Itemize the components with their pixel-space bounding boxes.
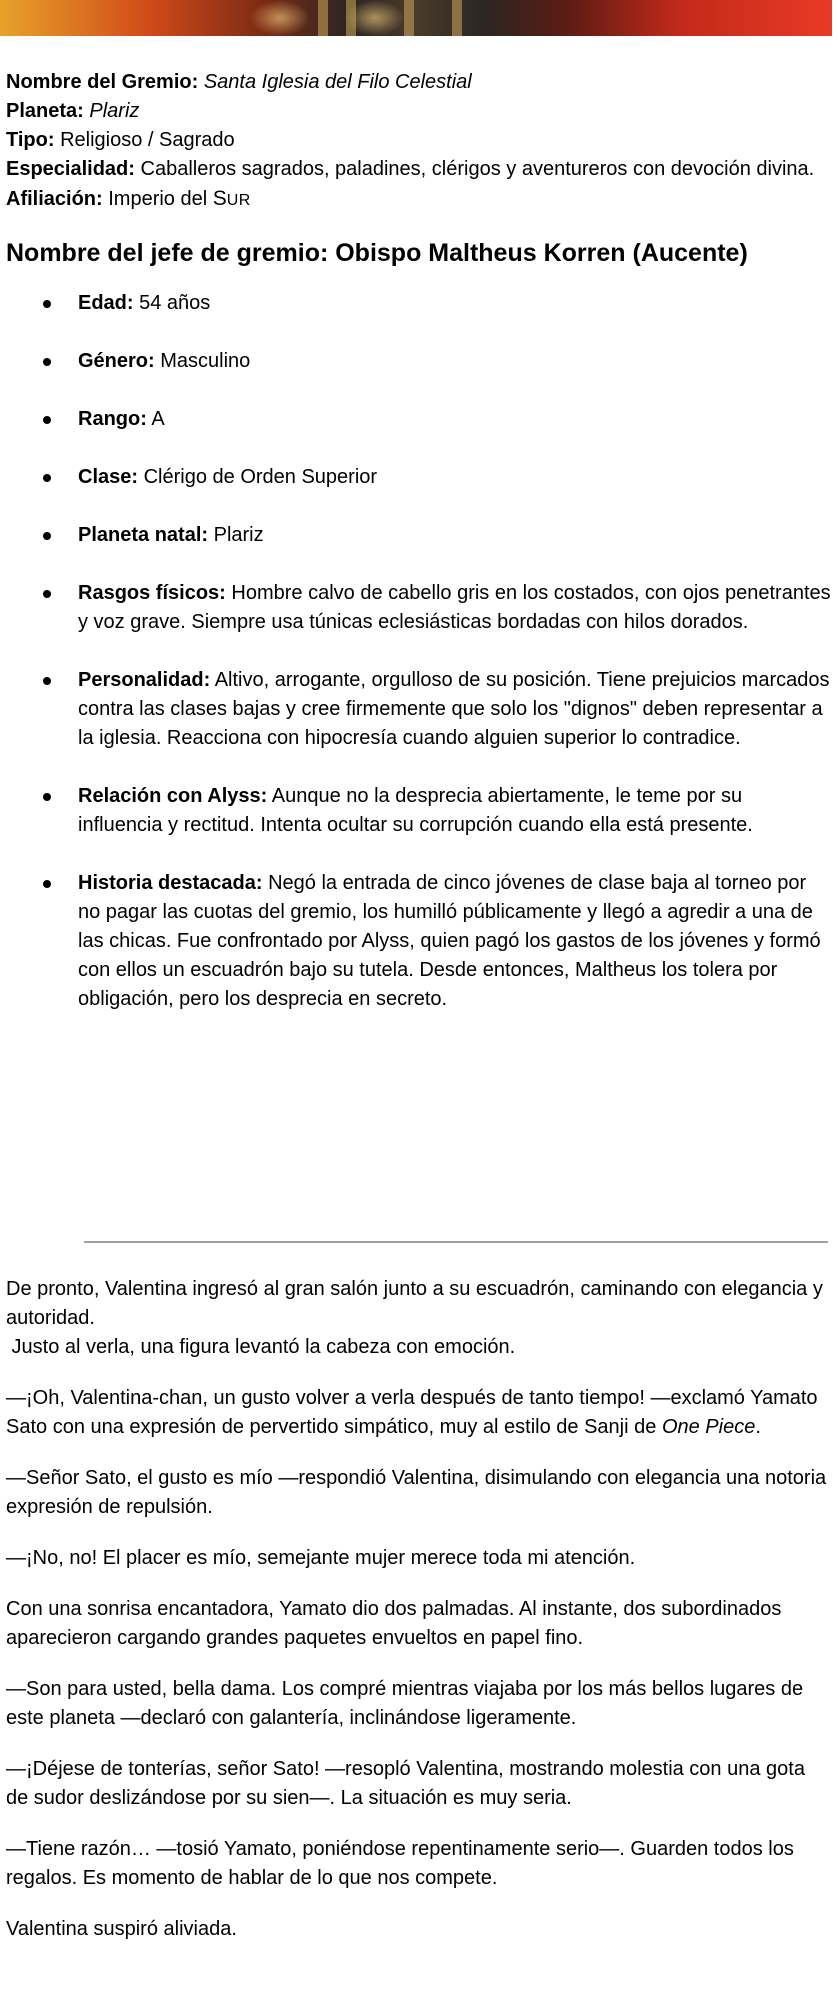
item-label: Género: (78, 350, 155, 372)
list-item (6, 579, 832, 637)
paragraph-text: Justo al verla, una figura levantó la cabeza con emoción. (6, 1336, 516, 1358)
paragraph-text: . (755, 1416, 761, 1438)
item-label: Edad: (78, 292, 134, 314)
item-label: Rango: (78, 408, 147, 430)
leader-attributes-list (6, 289, 832, 1014)
illustration-detail (318, 0, 328, 36)
field-value: Santa Iglesia del Filo Celestial (203, 71, 472, 93)
item-value: 54 años (139, 292, 211, 314)
guild-info (6, 68, 832, 215)
field-value: Imperio del (108, 188, 208, 210)
item-value: A (151, 408, 165, 430)
paragraph-text: De pronto, Valentina ingresó al gran salón junto a su escuadrón, caminando con elegancia y autoridad. (6, 1278, 823, 1329)
item-value: Aunque no la desprecia abiertamente, le teme por su influencia y rectitud. Intenta ocultar su corrupción cuando ella está presente. (78, 785, 753, 836)
item-label: Relación con Alyss: (78, 785, 268, 807)
header-illustration (0, 0, 832, 36)
item-value: Plariz (213, 524, 264, 546)
paragraph: —¡No, no! El placer es mío, semejante mujer merece toda mi atención. (6, 1547, 636, 1569)
paragraph-text: —¡Oh, Valentina-chan, un gusto volver a verla después de tanto tiempo! —exclamó Yamato Sato con una expresión de pervertido simpático, muy al estilo de Sanji de (6, 1387, 818, 1438)
story-text (6, 1275, 832, 1966)
illustration-detail (452, 0, 462, 36)
paragraph: —¡Déjese de tonterías, señor Sato! —resopló Valentina, mostrando molestia con una gota de sudor deslizándose por su sien—. La situación es muy seria. (6, 1758, 805, 1809)
leader-heading: Nombre del jefe de gremio: Obispo Maltheus Korren (Aucente) (6, 239, 748, 267)
list-item (6, 782, 832, 840)
paragraph: Con una sonrisa encantadora, Yamato dio dos palmadas. Al instante, dos subordinados aparecieron cargando grandes paquetes envueltos en papel fino. (6, 1598, 782, 1649)
list-item (6, 405, 832, 434)
illustration-detail (345, 0, 405, 36)
paragraph: —Son para usted, bella dama. Los compré mientras viajaba por los más bellos lugares de este planeta —declaró con galantería, inclinándose ligeramente. (6, 1678, 804, 1729)
item-value: Negó la entrada de cinco jóvenes de clase baja al torneo por no pagar las cuotas del gremio, los humilló públicamente y llegó a agredir a una de las chicas. Fue confrontado por Alyss, quien pagó los gastos de los jóvenes y formó con ellos un escuadrón bajo su tutela. Desde entonces, Maltheus los tolera por obligación, pero los desprecia en secreto. (78, 872, 821, 1010)
field-label: Nombre del Gremio: (6, 71, 199, 93)
guild-type-line (6, 126, 832, 155)
guild-planet-line (6, 97, 832, 126)
item-value: Masculino (160, 350, 251, 372)
guild-name-line (6, 68, 832, 97)
list-item (6, 869, 832, 1014)
list-item (6, 521, 832, 550)
guild-specialty-line (6, 155, 832, 184)
guild-affiliation-line (6, 184, 832, 215)
italic-title: One Piece (661, 1416, 756, 1438)
item-label: Historia destacada: (78, 872, 263, 894)
paragraph: —Señor Sato, el gusto es mío —respondió Valentina, disimulando con elegancia una notoria expresión de repulsión. (6, 1467, 827, 1518)
field-label: Planeta: (6, 100, 84, 122)
illustration-detail (250, 0, 310, 36)
item-label: Planeta natal: (78, 524, 209, 546)
list-item (6, 666, 832, 753)
item-label: Personalidad: (78, 669, 211, 691)
paragraph: Valentina suspiró aliviada. (6, 1918, 237, 1940)
field-label: Afiliación: (6, 188, 103, 210)
paragraph (6, 1384, 832, 1442)
item-label: Rasgos físicos: (78, 582, 226, 604)
paragraph: —Tiene razón… —tosió Yamato, poniéndose repentinamente serio—. Guarden todos los regalos. Es momento de hablar de lo que nos compete. (6, 1838, 794, 1889)
illustration-detail (404, 0, 414, 36)
field-value: Plariz (89, 100, 140, 122)
field-label: Tipo: (6, 129, 55, 151)
field-value-smallcaps: UR (226, 192, 251, 209)
item-value: Clérigo de Orden Superior (143, 466, 378, 488)
field-label: Especialidad: (6, 158, 135, 180)
paragraph (6, 1275, 832, 1362)
document-body (6, 68, 832, 1043)
field-value: Religioso / Sagrado (60, 129, 235, 151)
horizontal-divider (84, 1241, 828, 1243)
list-item (6, 463, 832, 492)
item-value: Altivo, arrogante, orgulloso de su posición. Tiene prejuicios marcados contra las clases bajas y cree firmemente que solo los "dignos" deben representar a la iglesia. Reacciona con hipocresía cuando alguien superior lo contradice. (78, 669, 830, 749)
list-item (6, 289, 832, 318)
field-value: Caballeros sagrados, paladines, clérigos y aventureros con devoción divina. (140, 158, 815, 180)
item-label: Clase: (78, 466, 139, 488)
field-value-smallcaps: S (212, 187, 227, 210)
item-value: Hombre calvo de cabello gris en los costados, con ojos penetrantes y voz grave. Siempre usa túnicas eclesiásticas bordadas con hilos dorados. (78, 582, 831, 633)
list-item (6, 347, 832, 376)
